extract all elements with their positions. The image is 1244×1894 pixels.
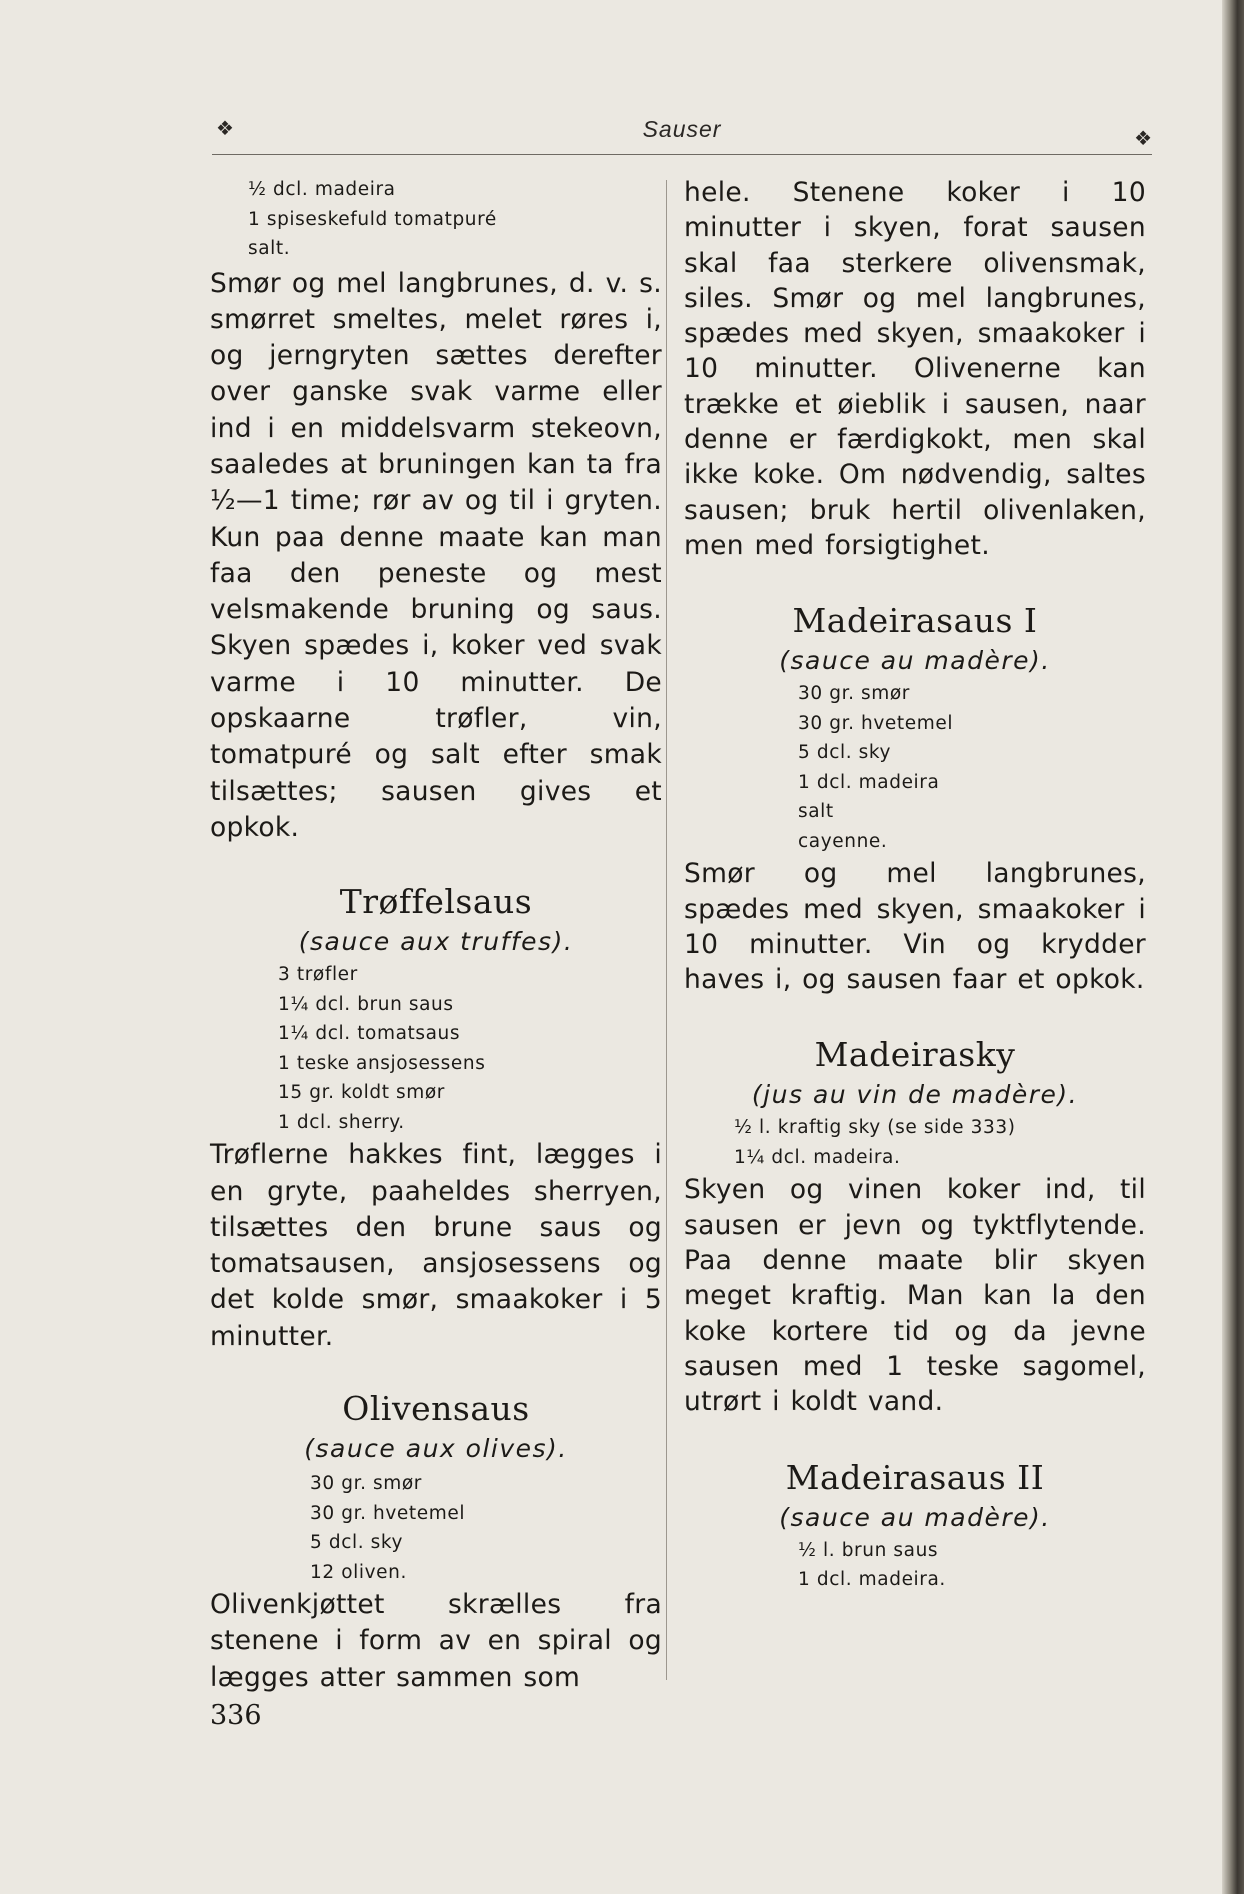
ingredient: 15 gr. koldt smør	[278, 1082, 446, 1104]
ingredient-list	[210, 175, 662, 264]
ingredient-list	[684, 679, 1146, 856]
recipe-text: Trøflerne hakkes fint, lægges i en gryte, paaheldes sherryen, tilsættes den brune saus og tomatsausen, ansjosessens og det kolde smør, smaakoker i 5 minutter.	[210, 1139, 662, 1352]
ingredient: 5 dcl. sky	[310, 1532, 404, 1554]
recipe-subtitle: (sauce aux olives).	[304, 1434, 568, 1464]
recipe-subtitle: (sauce au madère).	[779, 646, 1051, 676]
page-edge	[1222, 0, 1244, 1894]
ingredient-list	[210, 1469, 662, 1587]
ingredient: 1 dcl. madeira.	[798, 1569, 946, 1591]
ingredient: 3 trøfler	[278, 964, 358, 986]
running-head: Sauser	[642, 116, 722, 142]
ingredient: 1¼ dcl. brun saus	[278, 993, 454, 1015]
ingredient: 12 oliven.	[310, 1561, 407, 1583]
right-column	[684, 175, 1146, 1595]
recipe-text: Smør og mel langbrunes, d. v. s. smørret smeltes, melet røres i, og jerngryten sættes derefter over ganske svak varme eller ind i en middelsvarm stekeovn, saaledes at bruningen kan ta fra ½—1 time; rør av og til i gryten. Kun paa denne maate kan man faa den peneste og mest velsmakende bruning og saus. Skyen spædes i, koker ved svak varme i 10 minutter. De opskaarne trøfler, vin, tomatpuré og salt efter smak tilsættes; sausen gives et opkok.	[210, 267, 662, 843]
recipe-title: Olivensaus	[342, 1389, 530, 1429]
left-column	[210, 175, 662, 1696]
recipe-subtitle: (sauce aux truffes).	[298, 927, 574, 957]
recipe-subtitle: (jus au vin de madère).	[751, 1080, 1079, 1110]
recipe-title: Madeirasky	[814, 1035, 1016, 1075]
ingredient: 1¼ dcl. madeira.	[734, 1146, 901, 1168]
ornament-icon: ❖	[216, 118, 234, 140]
ingredient: ½ l. kraftig sky (se side 333)	[734, 1117, 1016, 1139]
ingredient: 30 gr. hvetemel	[310, 1502, 466, 1524]
ornament-icon: ❖	[1134, 128, 1152, 150]
ingredient: 1 dcl. madeira	[798, 771, 940, 793]
ingredient: 1 teske ansjosessens	[278, 1052, 486, 1074]
ingredient: ½ dcl. madeira	[248, 179, 396, 200]
page-header	[212, 114, 1152, 155]
ingredient: 1 dcl. sherry.	[278, 1111, 405, 1133]
ingredient-list	[684, 1536, 1146, 1595]
recipe-text: Skyen og vinen koker ind, til sausen er jevn og tyktflytende. Paa denne maate blir skyen meget kraftig. Man kan la den koke kortere tid og da jevne sausen med 1 teske sagomel, utrørt i koldt vand.	[684, 1174, 1146, 1418]
ingredient: 1 spiseskefuld tomatpuré	[248, 208, 497, 230]
page-number: 336	[210, 1700, 262, 1731]
recipe-text: Olivenkjøttet skrælles fra stenene i form av en spiral og lægges atter sammen som	[210, 1589, 662, 1693]
recipe-text: hele. Stenene koker i 10 minutter i skyen, forat sausen skal faa sterkere olivensmak, siles. Smør og mel langbrunes, spædes med skyen, smaakoker i 10 minutter. Olivenerne kan trække et øieblik i sausen, naar denne er færdigkokt, men skal ikke koke. Om nødvendig, saltes sausen; bruk hertil olivenlaken, men med forsigtighet.	[684, 177, 1146, 561]
ingredient: 1¼ dcl. tomatsaus	[278, 1023, 461, 1045]
ingredient: 5 dcl. sky	[798, 742, 892, 764]
recipe-text: Smør og mel langbrunes, spædes med skyen, smaakoker i 10 minutter. Vin og krydder haves i, og sausen faar et opkok.	[684, 858, 1146, 996]
ingredient-list	[210, 960, 662, 1137]
recipe-subtitle: (sauce au madère).	[779, 1502, 1051, 1532]
recipe-title: Trøffelsaus	[339, 882, 533, 922]
ingredient: 30 gr. hvetemel	[798, 712, 954, 734]
ingredient: salt.	[248, 238, 291, 259]
recipe-title: Madeirasaus II	[785, 1457, 1045, 1497]
recipe-title: Madeirasaus I	[792, 601, 1038, 641]
ingredient: cayenne.	[798, 830, 888, 852]
column-divider	[666, 180, 667, 1680]
ingredient: salt	[798, 801, 834, 823]
ingredient: 30 gr. smør	[310, 1473, 423, 1495]
ingredient: 30 gr. smør	[798, 683, 911, 705]
ingredient-list	[684, 1113, 1146, 1172]
ingredient: ½ l. brun saus	[798, 1539, 939, 1561]
